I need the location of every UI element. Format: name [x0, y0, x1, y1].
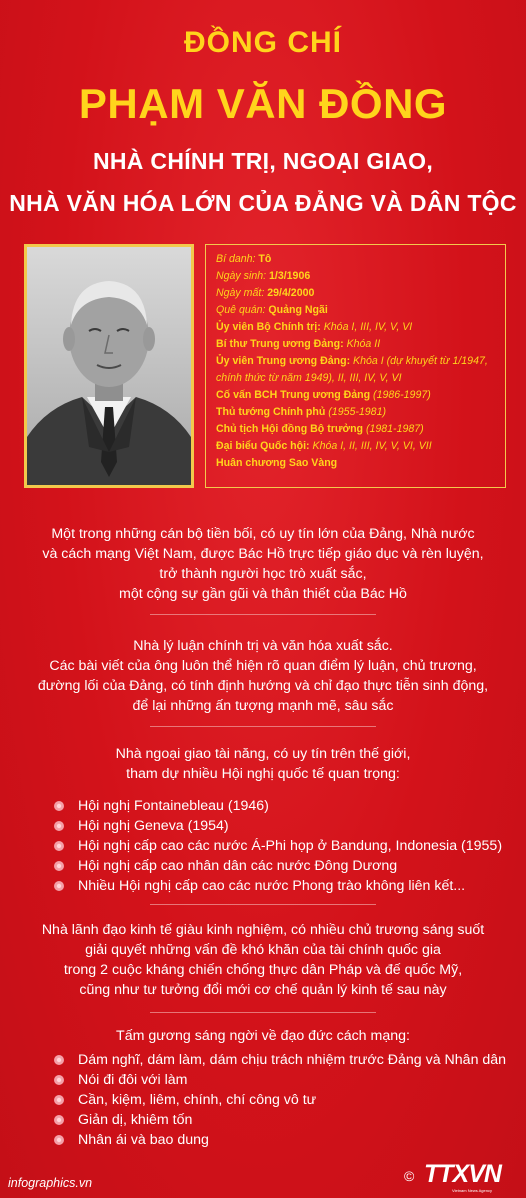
- list-item: [50, 1070, 510, 1090]
- info-birth-date: [216, 268, 497, 285]
- central-committee-label: Ủy viên Trung ương Đảng:: [216, 355, 354, 367]
- section4-line: giải quyết những vấn đề khó khăn của tài chính quốc gia: [85, 942, 441, 958]
- advisor-value: (1986-1997): [373, 389, 431, 401]
- section-divider: [150, 1012, 376, 1013]
- advisor-label: Cố vấn BCH Trung ương Đảng: [216, 389, 374, 401]
- medal-label: Huân chương Sao Vàng: [216, 457, 338, 469]
- info-death-date: [216, 285, 497, 302]
- biography-info-box: [205, 244, 506, 488]
- section1-line: Một trong những cán bộ tiền bối, có uy tín lớn của Đảng, Nhà nước: [51, 526, 475, 542]
- section5-heading: Tấm gương sáng ngời về đạo đức cách mạng:: [116, 1028, 410, 1044]
- conference-item: Hội nghị Geneva (1954): [78, 818, 229, 834]
- death-date-label: Ngày mất:: [216, 287, 268, 299]
- ethics-item: Cần, kiệm, liêm, chính, chí công vô tư: [78, 1092, 317, 1108]
- brand-subtitle: Vietnam News Agency: [452, 1188, 492, 1193]
- section-divider: [150, 726, 376, 727]
- section1-line: một cộng sự gần gũi và thân thiết của Bác Hồ: [119, 586, 407, 602]
- ethics-item: Giản dị, khiêm tốn: [78, 1112, 193, 1128]
- secretariat-label: Bí thư Trung ương Đảng:: [216, 338, 347, 350]
- list-item: [50, 1130, 510, 1150]
- subtitle-line-2: NHÀ VĂN HÓA LỚN CỦA ĐẢNG VÀ DÂN TỘC: [9, 190, 517, 216]
- conference-item: Nhiều Hội nghị cấp cao các nước Phong trào không liên kết...: [78, 878, 466, 894]
- conference-item: Hội nghị cấp cao nhân dân các nước Đông Dương: [78, 858, 398, 874]
- portrait-illustration: [27, 247, 191, 485]
- section1-line: và cách mạng Việt Nam, được Bác Hồ trực tiếp giáo dục và rèn luyện,: [42, 546, 484, 562]
- national-assembly-value: Khóa I, II, III, IV, V, VI, VII: [312, 440, 432, 452]
- section-economic-leader: [0, 920, 526, 1000]
- section2-line: Nhà lý luận chính trị và văn hóa xuất sắc.: [133, 638, 393, 654]
- conference-item: Hội nghị Fontainebleau (1946): [78, 798, 269, 814]
- section-diplomat: [0, 744, 526, 784]
- section3-line: tham dự nhiều Hội nghị quốc tế quan trọng:: [126, 766, 400, 782]
- council-chair-value: (1981-1987): [365, 423, 424, 435]
- list-item: [50, 796, 510, 816]
- politburo-label: Ủy viên Bộ Chính trị:: [216, 321, 324, 333]
- birth-date-value: 1/3/1906: [269, 270, 311, 282]
- section1-line: trở thành người học trò xuất sắc,: [159, 566, 367, 582]
- info-politburo: [216, 319, 497, 336]
- lotus-bullet-icon: [52, 859, 66, 873]
- alias-value: Tô: [258, 253, 272, 265]
- list-item: [50, 816, 510, 836]
- portrait-photo: [24, 244, 194, 488]
- alias-label: Bí danh:: [216, 253, 259, 265]
- lotus-bullet-icon: [52, 1073, 66, 1087]
- list-item: [50, 836, 510, 856]
- lotus-bullet-icon: [52, 879, 66, 893]
- ethics-item: Nhân ái và bao dung: [78, 1132, 209, 1148]
- lotus-bullet-icon: [52, 819, 66, 833]
- ethics-list: [50, 1050, 510, 1150]
- info-central-committee: [216, 353, 497, 387]
- lotus-bullet-icon: [52, 1053, 66, 1067]
- lotus-bullet-icon: [52, 839, 66, 853]
- national-assembly-label: Đại biểu Quốc hội:: [216, 440, 313, 452]
- info-medal: [216, 455, 497, 472]
- info-council-chair: [216, 421, 497, 438]
- info-national-assembly: [216, 438, 497, 455]
- lotus-bullet-icon: [52, 1133, 66, 1147]
- subtitle-line-1: NHÀ CHÍNH TRỊ, NGOẠI GIAO,: [92, 148, 434, 174]
- birth-date-label: Ngày sinh:: [216, 270, 269, 282]
- section4-line: trong 2 cuộc kháng chiến chống thực dân Pháp và đế quốc Mỹ,: [63, 962, 463, 978]
- section-revolutionary-pioneer: [0, 524, 526, 604]
- page-title: PHẠM VĂN ĐỒNG: [78, 80, 448, 127]
- section2-line: đường lối của Đảng, có tính định hướng và chỉ đạo thực tiễn sinh động,: [37, 678, 489, 694]
- hometown-value: Quảng Ngãi: [268, 304, 328, 316]
- section-divider: [150, 614, 376, 615]
- section2-line: Các bài viết của ông luôn thể hiện rõ quan điểm lý luận, chủ trương,: [49, 658, 477, 674]
- council-chair-label: Chủ tịch Hội đồng Bộ trưởng: [216, 423, 366, 435]
- ethics-item: Nói đi đôi với làm: [78, 1072, 188, 1088]
- lotus-bullet-icon: [52, 1113, 66, 1127]
- info-advisor: [216, 387, 497, 404]
- conference-list: [50, 796, 510, 896]
- title-prefix: ĐỒNG CHÍ: [184, 26, 342, 59]
- copyright-symbol: ©: [404, 1168, 415, 1184]
- list-item: [50, 856, 510, 876]
- list-item: [50, 1050, 510, 1070]
- info-alias: [216, 251, 497, 268]
- conference-item: Hội nghị cấp cao các nước Á-Phi họp ở Bandung, Indonesia (1955): [78, 838, 503, 854]
- prime-minister-value: (1955-1981): [328, 406, 386, 418]
- section3-line: Nhà ngoại giao tài năng, có uy tín trên thế giới,: [115, 746, 411, 762]
- section2-line: để lại những ấn tượng mạnh mẽ, sâu sắc: [132, 698, 394, 714]
- death-date-value: 29/4/2000: [267, 287, 315, 299]
- list-item: [50, 1090, 510, 1110]
- prime-minister-label: Thủ tướng Chính phủ: [216, 406, 329, 418]
- lotus-bullet-icon: [52, 799, 66, 813]
- info-prime-minister: [216, 404, 497, 421]
- section-political-theorist: [0, 636, 526, 716]
- ttxvn-logo: [404, 1160, 514, 1194]
- section-divider: [150, 904, 376, 905]
- section4-line: Nhà lãnh đạo kinh tế giàu kinh nghiệm, có nhiều chủ trương sáng suốt: [41, 922, 485, 938]
- secretariat-value: Khóa II: [346, 338, 381, 350]
- website-link[interactable]: infographics.vn: [8, 1176, 93, 1190]
- lotus-bullet-icon: [52, 1093, 66, 1107]
- central-committee-value: Khóa I (dự khuyết từ 1/1947, chính thức từ năm 1949), II, III, IV, V, VI: [216, 355, 488, 384]
- section4-line: cũng như tư tưởng đổi mới cơ chế quản lý kinh tế sau này: [79, 982, 447, 998]
- info-hometown: [216, 302, 497, 319]
- hometown-label: Quê quán:: [216, 304, 269, 316]
- ethics-item: Dám nghĩ, dám làm, dám chịu trách nhiệm trước Đảng và Nhân dân: [78, 1052, 507, 1068]
- list-item: [50, 1110, 510, 1130]
- info-secretariat: [216, 336, 497, 353]
- politburo-value: Khóa I, III, IV, V, VI: [323, 321, 413, 333]
- brand-logo-text: TTXVN: [424, 1160, 501, 1188]
- section-revolutionary-ethics: [0, 1026, 526, 1046]
- list-item: [50, 876, 510, 896]
